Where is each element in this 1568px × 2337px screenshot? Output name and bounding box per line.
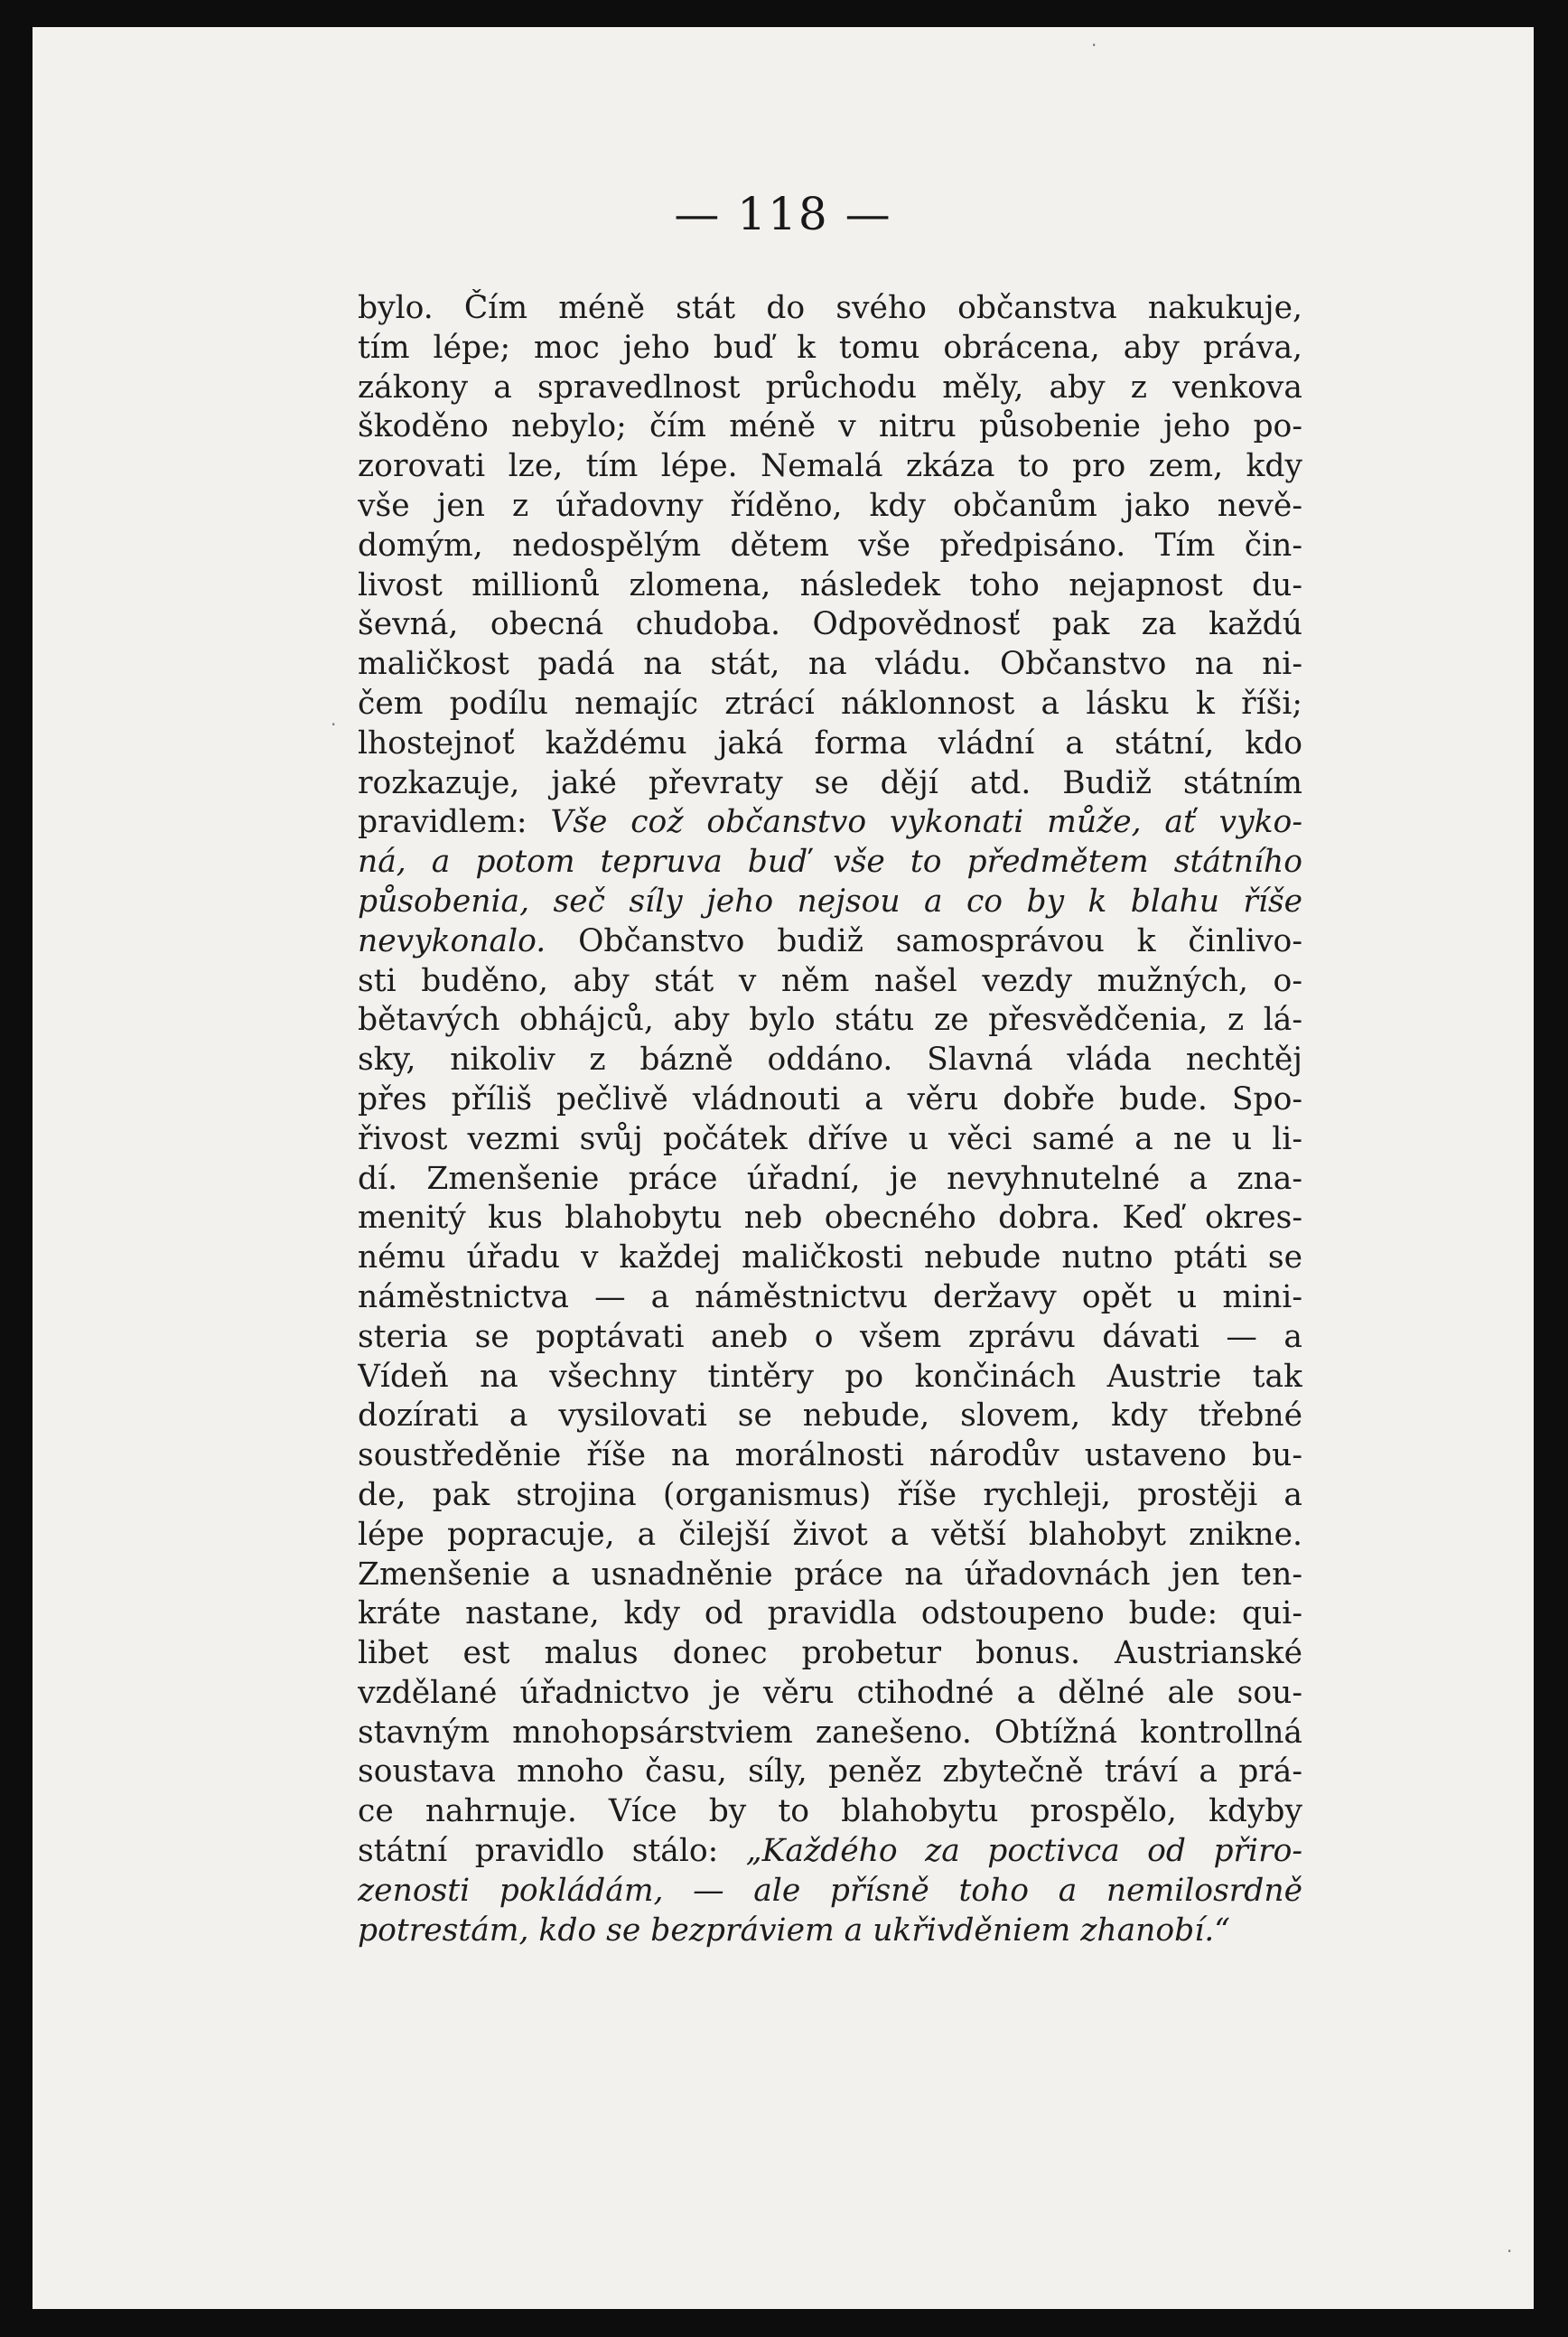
- text-line: [358, 1476, 1302, 1516]
- text-line: [358, 1080, 1302, 1120]
- text-segment: livost millionů zlomena, následek toho nejapnost du-: [358, 566, 1302, 603]
- text-line: [358, 1120, 1302, 1160]
- margin-speck: ·: [1507, 2240, 1513, 2262]
- text-segment: řivost vezmi svůj počátek dříve u věci samé a ne u li-: [358, 1120, 1302, 1157]
- text-segment: sky, nikoliv z bázně oddáno. Slavná vláda nechtěj: [358, 1042, 1302, 1079]
- text-segment: ševná, obecná chudoba. Odpovědnosť pak za každú: [358, 606, 1302, 643]
- text-segment: vše jen z úřadovny říděno, kdy občanům jako nevě-: [358, 487, 1302, 524]
- text-line: [358, 527, 1302, 566]
- italic-text-segment: nevykonalo.: [358, 922, 546, 959]
- text-segment: soustava mnoho času, síly, peněz zbytečně tráví a prá-: [358, 1753, 1302, 1790]
- text-line: [358, 645, 1302, 685]
- text-segment: ce nahrnuje. Více by to blahobytu prospělo, kdyby: [358, 1793, 1302, 1830]
- text-line: [358, 1753, 1302, 1792]
- text-line: [358, 883, 1302, 922]
- text-line: [358, 962, 1302, 1002]
- text-segment: lhostejnoť každému jaká forma vládní a státní, kdo: [358, 724, 1302, 762]
- text-line: [358, 685, 1302, 724]
- text-segment: steria se poptávati aneb o všem zprávu dávati — a: [358, 1318, 1302, 1355]
- text-line: [358, 1634, 1302, 1674]
- text-segment: čem podílu nemajíc ztrácí náklonnost a lásku k říši;: [358, 685, 1302, 722]
- text-segment: zákony a spravedlnost průchodu měly, aby z venkova: [358, 369, 1302, 406]
- page-number-header: — 118 —: [674, 188, 892, 240]
- italic-text-segment: „Každého za poctivca od přiro-: [745, 1833, 1302, 1870]
- text-line: [358, 1714, 1302, 1753]
- text-segment: zorovati lze, tím lépe. Nemalá zkáza to pro zem, kdy: [358, 448, 1302, 485]
- text-line: [358, 843, 1302, 883]
- italic-text-segment: ná, a potom tepruva buď vše to předmětem státního: [358, 844, 1302, 881]
- text-line: [358, 764, 1302, 804]
- text-line: [358, 1358, 1302, 1398]
- text-line: [358, 1872, 1302, 1912]
- text-segment: de, pak strojina (organismus) říše rychleji, prostěji a: [358, 1476, 1302, 1513]
- text-line: [358, 1318, 1302, 1358]
- text-segment: domým, nedospělým dětem vše předpisáno. Tím čin-: [358, 527, 1302, 564]
- text-line: [358, 407, 1302, 447]
- text-line: [358, 487, 1302, 527]
- text-segment: vzdělané úřadnictvo je věru ctihodné a dělné ale sou-: [358, 1674, 1302, 1711]
- text-segment: dozírati a vysilovati se nebude, slovem, kdy třebné: [358, 1398, 1302, 1435]
- text-segment: stavným mnohopsárstviem zanešeno. Obtížná kontrollná: [358, 1714, 1302, 1751]
- text-line: [358, 1556, 1302, 1595]
- text-segment: tím lépe; moc jeho buď k tomu obrácena, aby práva,: [358, 329, 1302, 366]
- text-segment: lépe popracuje, a čilejší život a větší blahobyt znikne.: [358, 1516, 1302, 1553]
- text-line: [358, 329, 1302, 369]
- text-line: [358, 1832, 1302, 1872]
- text-segment: Vídeň na všechny tintěry po končinách Austrie tak: [358, 1358, 1302, 1395]
- text-line: [358, 1792, 1302, 1832]
- text-segment: škoděno nebylo; čím méně v nitru působenie jeho po-: [358, 408, 1302, 445]
- text-segment: soustředěnie říše na morálnosti národův ustaveno bu-: [358, 1437, 1302, 1474]
- italic-text-segment: zenosti pokládám, — ale přísně toho a nemilosrdně: [358, 1872, 1302, 1909]
- text-line: [358, 605, 1302, 645]
- text-line: [358, 1594, 1302, 1634]
- text-line: [358, 369, 1302, 408]
- text-segment: náměstnictva — a náměstnictvu deržavy opět u mini-: [358, 1278, 1302, 1315]
- text-segment: Zmenšenie a usnadněnie práce na úřadovnách jen ten-: [358, 1556, 1302, 1593]
- text-segment: státní pravidlo stálo:: [358, 1833, 746, 1870]
- text-line: [358, 1278, 1302, 1318]
- text-line: [358, 1239, 1302, 1278]
- text-line: [358, 1001, 1302, 1041]
- text-segment: rozkazuje, jaké převraty se dějí atd. Budiž státním: [358, 764, 1302, 801]
- text-line: [358, 922, 1302, 962]
- text-line: [358, 1674, 1302, 1714]
- text-line: [358, 1912, 1302, 1951]
- italic-text-segment: potrestám, kdo se bezpráviem a ukřivděniem zhanobí.“: [358, 1912, 1230, 1949]
- text-segment: sti buděno, aby stát v něm našel vezdy mužných, o-: [358, 962, 1302, 999]
- text-line: [358, 1397, 1302, 1436]
- text-segment: dí. Zmenšenie práce úřadní, je nevyhnutelné a zna-: [358, 1160, 1302, 1197]
- text-segment: pravidlem:: [358, 804, 551, 841]
- text-line: [358, 1199, 1302, 1239]
- text-line: [358, 289, 1302, 329]
- text-segment: bylo. Čím méně stát do svého občanstva nakukuje,: [358, 290, 1302, 326]
- text-segment: nému úřadu v každej maličkosti nebude nutno ptáti se: [358, 1239, 1302, 1276]
- body-text: [358, 289, 1302, 1950]
- text-line: [358, 724, 1302, 764]
- text-segment: přes příliš pečlivě vládnouti a věru dobře bude. Spo-: [358, 1080, 1302, 1117]
- text-line: [358, 447, 1302, 487]
- margin-speck: ·: [1091, 34, 1097, 56]
- text-segment: kráte nastane, kdy od pravidla odstoupeno bude: qui-: [358, 1595, 1302, 1632]
- italic-text-segment: Vše což občanstvo vykonati může, ať vyko-: [550, 804, 1302, 841]
- text-segment: maličkost padá na stát, na vládu. Občanstvo na ni-: [358, 646, 1302, 683]
- margin-speck: ·: [331, 714, 337, 735]
- text-line: [358, 803, 1302, 843]
- text-line: [358, 1041, 1302, 1080]
- text-segment: Občanstvo budiž samosprávou k činlivo-: [546, 922, 1302, 959]
- text-line: [358, 1160, 1302, 1200]
- text-line: [358, 1436, 1302, 1476]
- italic-text-segment: působenia, seč síly jeho nejsou a co by k blahu říše: [358, 883, 1302, 920]
- text-line: [358, 1516, 1302, 1556]
- text-line: [358, 566, 1302, 606]
- text-segment: menitý kus blahobytu neb obecného dobra. Keď okres-: [358, 1200, 1302, 1237]
- text-segment: libet est malus donec probetur bonus. Austrianské: [358, 1635, 1302, 1672]
- book-page: [33, 27, 1534, 2309]
- text-segment: bětavých obhájců, aby bylo státu ze přesvědčenia, z lá-: [358, 1002, 1302, 1039]
